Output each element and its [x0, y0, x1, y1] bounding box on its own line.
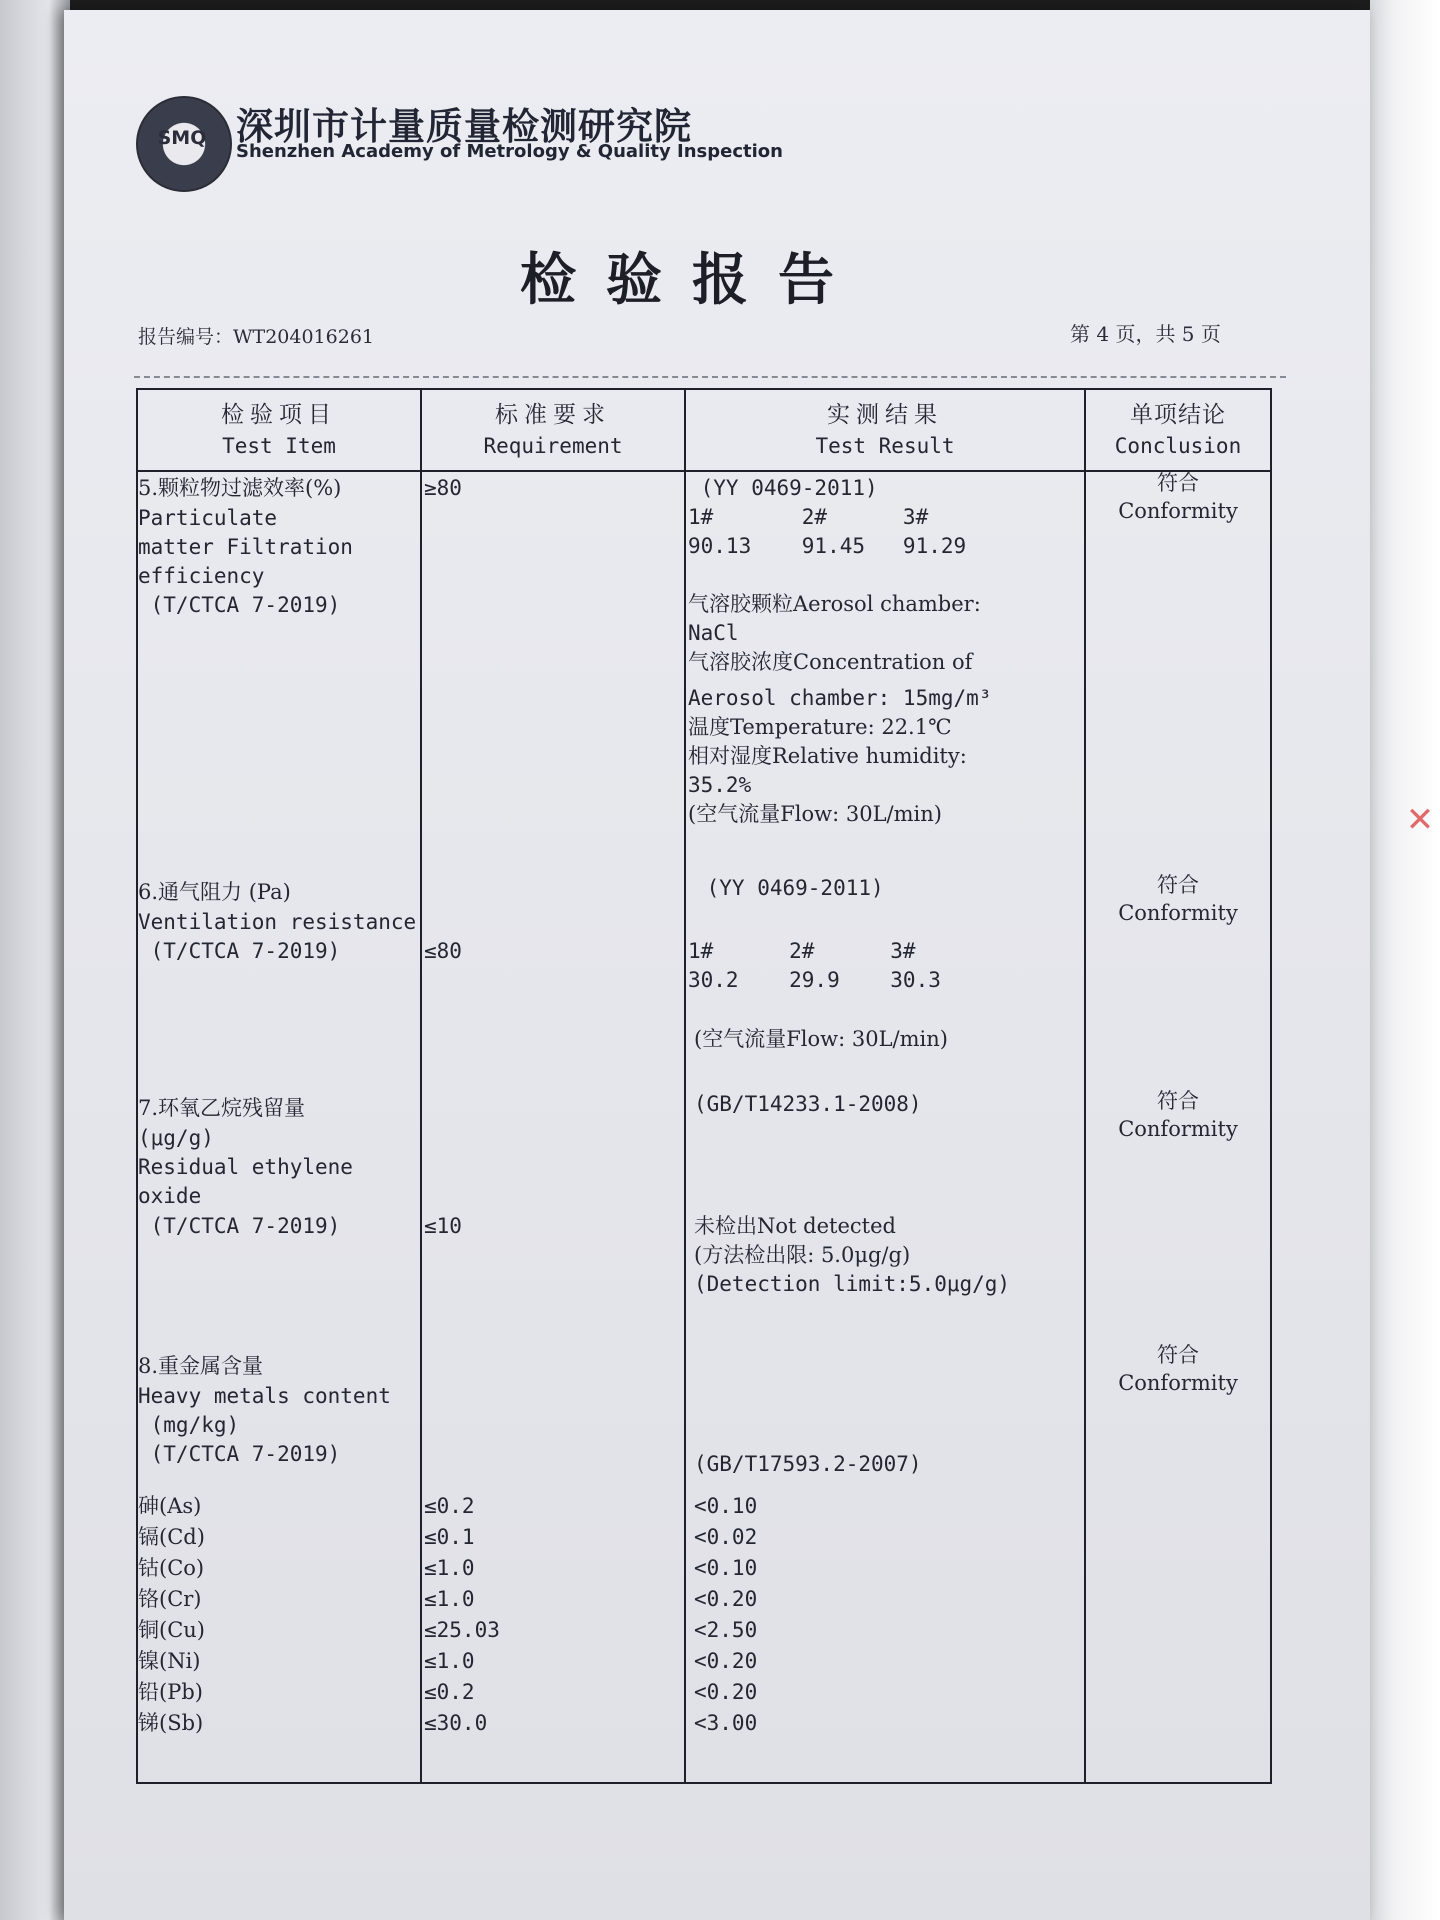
item5-line: matter Filtration: [138, 535, 353, 559]
item5-note: NaCl: [688, 621, 739, 645]
document-title: 检验报告: [520, 248, 864, 313]
metal-requirement: ≤30.0: [424, 1711, 488, 1735]
item8-line: Heavy metals content: [138, 1384, 391, 1408]
item5-method: (YY 0469-2011): [688, 476, 878, 500]
metal-name: 砷(As): [138, 1494, 202, 1518]
item7-unit: (μg/g): [138, 1126, 214, 1150]
header-requirement-en: Requirement: [483, 434, 623, 458]
report-number: 报告编号：WT204016261: [138, 326, 374, 348]
header-conclusion-en: Conclusion: [1114, 434, 1242, 458]
metal-name: 铬(Cr): [138, 1587, 202, 1611]
item6-method: (YY 0469-2011): [694, 876, 884, 900]
header-test-item-en: Test Item: [222, 434, 336, 458]
page-number: 第 4 页，共 5 页: [1070, 322, 1221, 346]
item5-note: 气溶胶浓度Concentration of: [688, 650, 973, 674]
item8-conclusion-en: Conformity: [1118, 1371, 1238, 1395]
item7-requirement: ≤10: [424, 1214, 462, 1238]
metal-requirement: ≤1.0: [424, 1587, 475, 1611]
item6-line: Ventilation resistance: [138, 910, 417, 934]
item6-values: 30.2 29.9 30.3: [688, 968, 941, 992]
test-result-column: [685, 471, 1085, 1783]
item7-conclusion-en: Conformity: [1118, 1117, 1238, 1141]
item8-method: (GB/T17593.2-2007): [694, 1452, 922, 1476]
item8-name: 8.重金属含量: [138, 1354, 264, 1378]
item6-conclusion-en: Conformity: [1118, 901, 1238, 925]
metal-name: 铜(Cu): [138, 1618, 205, 1642]
requirement-column: [421, 471, 685, 1783]
table-body-row: [137, 471, 1271, 1783]
item8-standard: (T/CTCA 7-2019): [138, 1442, 341, 1466]
header-test-result-en: Test Result: [815, 434, 955, 458]
table-header-row: [137, 389, 1271, 471]
conclusion-column: [1085, 471, 1271, 1783]
item7-name: 7.环氧乙烷残留量: [138, 1096, 306, 1120]
item5-requirement: ≥80: [424, 476, 462, 500]
item5-note: 气溶胶颗粒Aerosol chamber:: [688, 592, 981, 616]
metal-result: <0.20: [694, 1680, 758, 1704]
header-test-item: [137, 389, 421, 471]
item5-standard: (T/CTCA 7-2019): [138, 593, 341, 617]
header-test-result-cn: 实测结果: [827, 402, 943, 428]
metal-result: <3.00: [694, 1711, 758, 1735]
item7-detection-limit-en: (Detection limit:5.0μg/g): [694, 1272, 1011, 1296]
item7-detection-limit-cn: (方法检出限: 5.0μg/g): [694, 1243, 911, 1267]
item8-conclusion-cn: 符合: [1157, 1343, 1199, 1367]
item7-line: Residual ethylene: [138, 1155, 353, 1179]
metal-name: 镍(Ni): [138, 1649, 201, 1673]
header-divider: [134, 376, 1286, 378]
metal-name: 锑(Sb): [138, 1711, 204, 1735]
item5-conclusion-en: Conformity: [1118, 499, 1238, 523]
previous-page-edge: [0, 0, 70, 1920]
item7-standard: (T/CTCA 7-2019): [138, 1214, 341, 1238]
metal-requirement: ≤0.1: [424, 1525, 475, 1549]
logo-text: SMQ: [157, 127, 207, 149]
item5-values: 90.13 91.45 91.29: [688, 534, 967, 558]
metal-name: 钴(Co): [138, 1556, 205, 1580]
item5-note: 35.2%: [688, 773, 752, 797]
item5-line: Particulate: [138, 506, 278, 530]
item8-unit: (mg/kg): [138, 1413, 240, 1437]
item5-note: Aerosol chamber: 15mg/m³: [688, 686, 992, 710]
metal-requirement: ≤1.0: [424, 1649, 475, 1673]
test-results-table: [136, 388, 1272, 1784]
metal-requirement: ≤0.2: [424, 1680, 475, 1704]
item6-sample-ids: 1# 2# 3#: [688, 939, 916, 963]
organization-name-cn: 深圳市计量质量检测研究院: [236, 105, 692, 148]
item6-standard: (T/CTCA 7-2019): [138, 939, 341, 963]
item5-note: 相对湿度Relative humidity:: [688, 744, 967, 768]
metal-name: 铅(Pb): [138, 1680, 203, 1704]
item7-conclusion-cn: 符合: [1157, 1089, 1199, 1113]
header-requirement-cn: 标准要求: [495, 402, 611, 428]
item5-conclusion-cn: 符合: [1157, 471, 1199, 495]
item6-flow-note: (空气流量Flow: 30L/min): [694, 1027, 948, 1051]
header-conclusion-cn: 单项结论: [1130, 402, 1226, 428]
item6-conclusion-cn: 符合: [1157, 873, 1199, 897]
metal-name: 镉(Cd): [138, 1525, 205, 1549]
organization-name-en: Shenzhen Academy of Metrology & Quality Inspection: [236, 141, 783, 162]
metal-requirement: ≤0.2: [424, 1494, 475, 1518]
item5-flow-note: (空气流量Flow: 30L/min): [688, 802, 942, 826]
header-test-item-cn: 检验项目: [221, 402, 337, 428]
item5-sample-ids: 1# 2# 3#: [688, 505, 929, 529]
metal-result: <0.10: [694, 1494, 758, 1518]
metal-result: <2.50: [694, 1618, 758, 1642]
metal-result: <0.02: [694, 1525, 758, 1549]
item7-method: (GB/T14233.1-2008): [694, 1092, 922, 1116]
red-seal-stamp-fragment: ✕: [1400, 800, 1440, 840]
header-conclusion: [1085, 389, 1271, 471]
header-test-result: [685, 389, 1085, 471]
metal-result: <0.20: [694, 1587, 758, 1611]
test-item-column: [137, 471, 421, 1783]
metal-result: <0.10: [694, 1556, 758, 1580]
item6-name: 6.通气阻力 (Pa): [138, 880, 291, 904]
item7-line: oxide: [138, 1184, 202, 1208]
item6-requirement: ≤80: [424, 939, 462, 963]
item7-result: 未检出Not detected: [694, 1214, 896, 1238]
metal-requirement: ≤1.0: [424, 1556, 475, 1580]
item5-line: efficiency: [138, 564, 265, 588]
metal-result: <0.20: [694, 1649, 758, 1673]
metal-requirement: ≤25.03: [424, 1618, 500, 1642]
item5-name: 5.颗粒物过滤效率(%): [138, 476, 342, 500]
item5-note: 温度Temperature: 22.1℃: [688, 715, 952, 739]
header-requirement: [421, 389, 685, 471]
